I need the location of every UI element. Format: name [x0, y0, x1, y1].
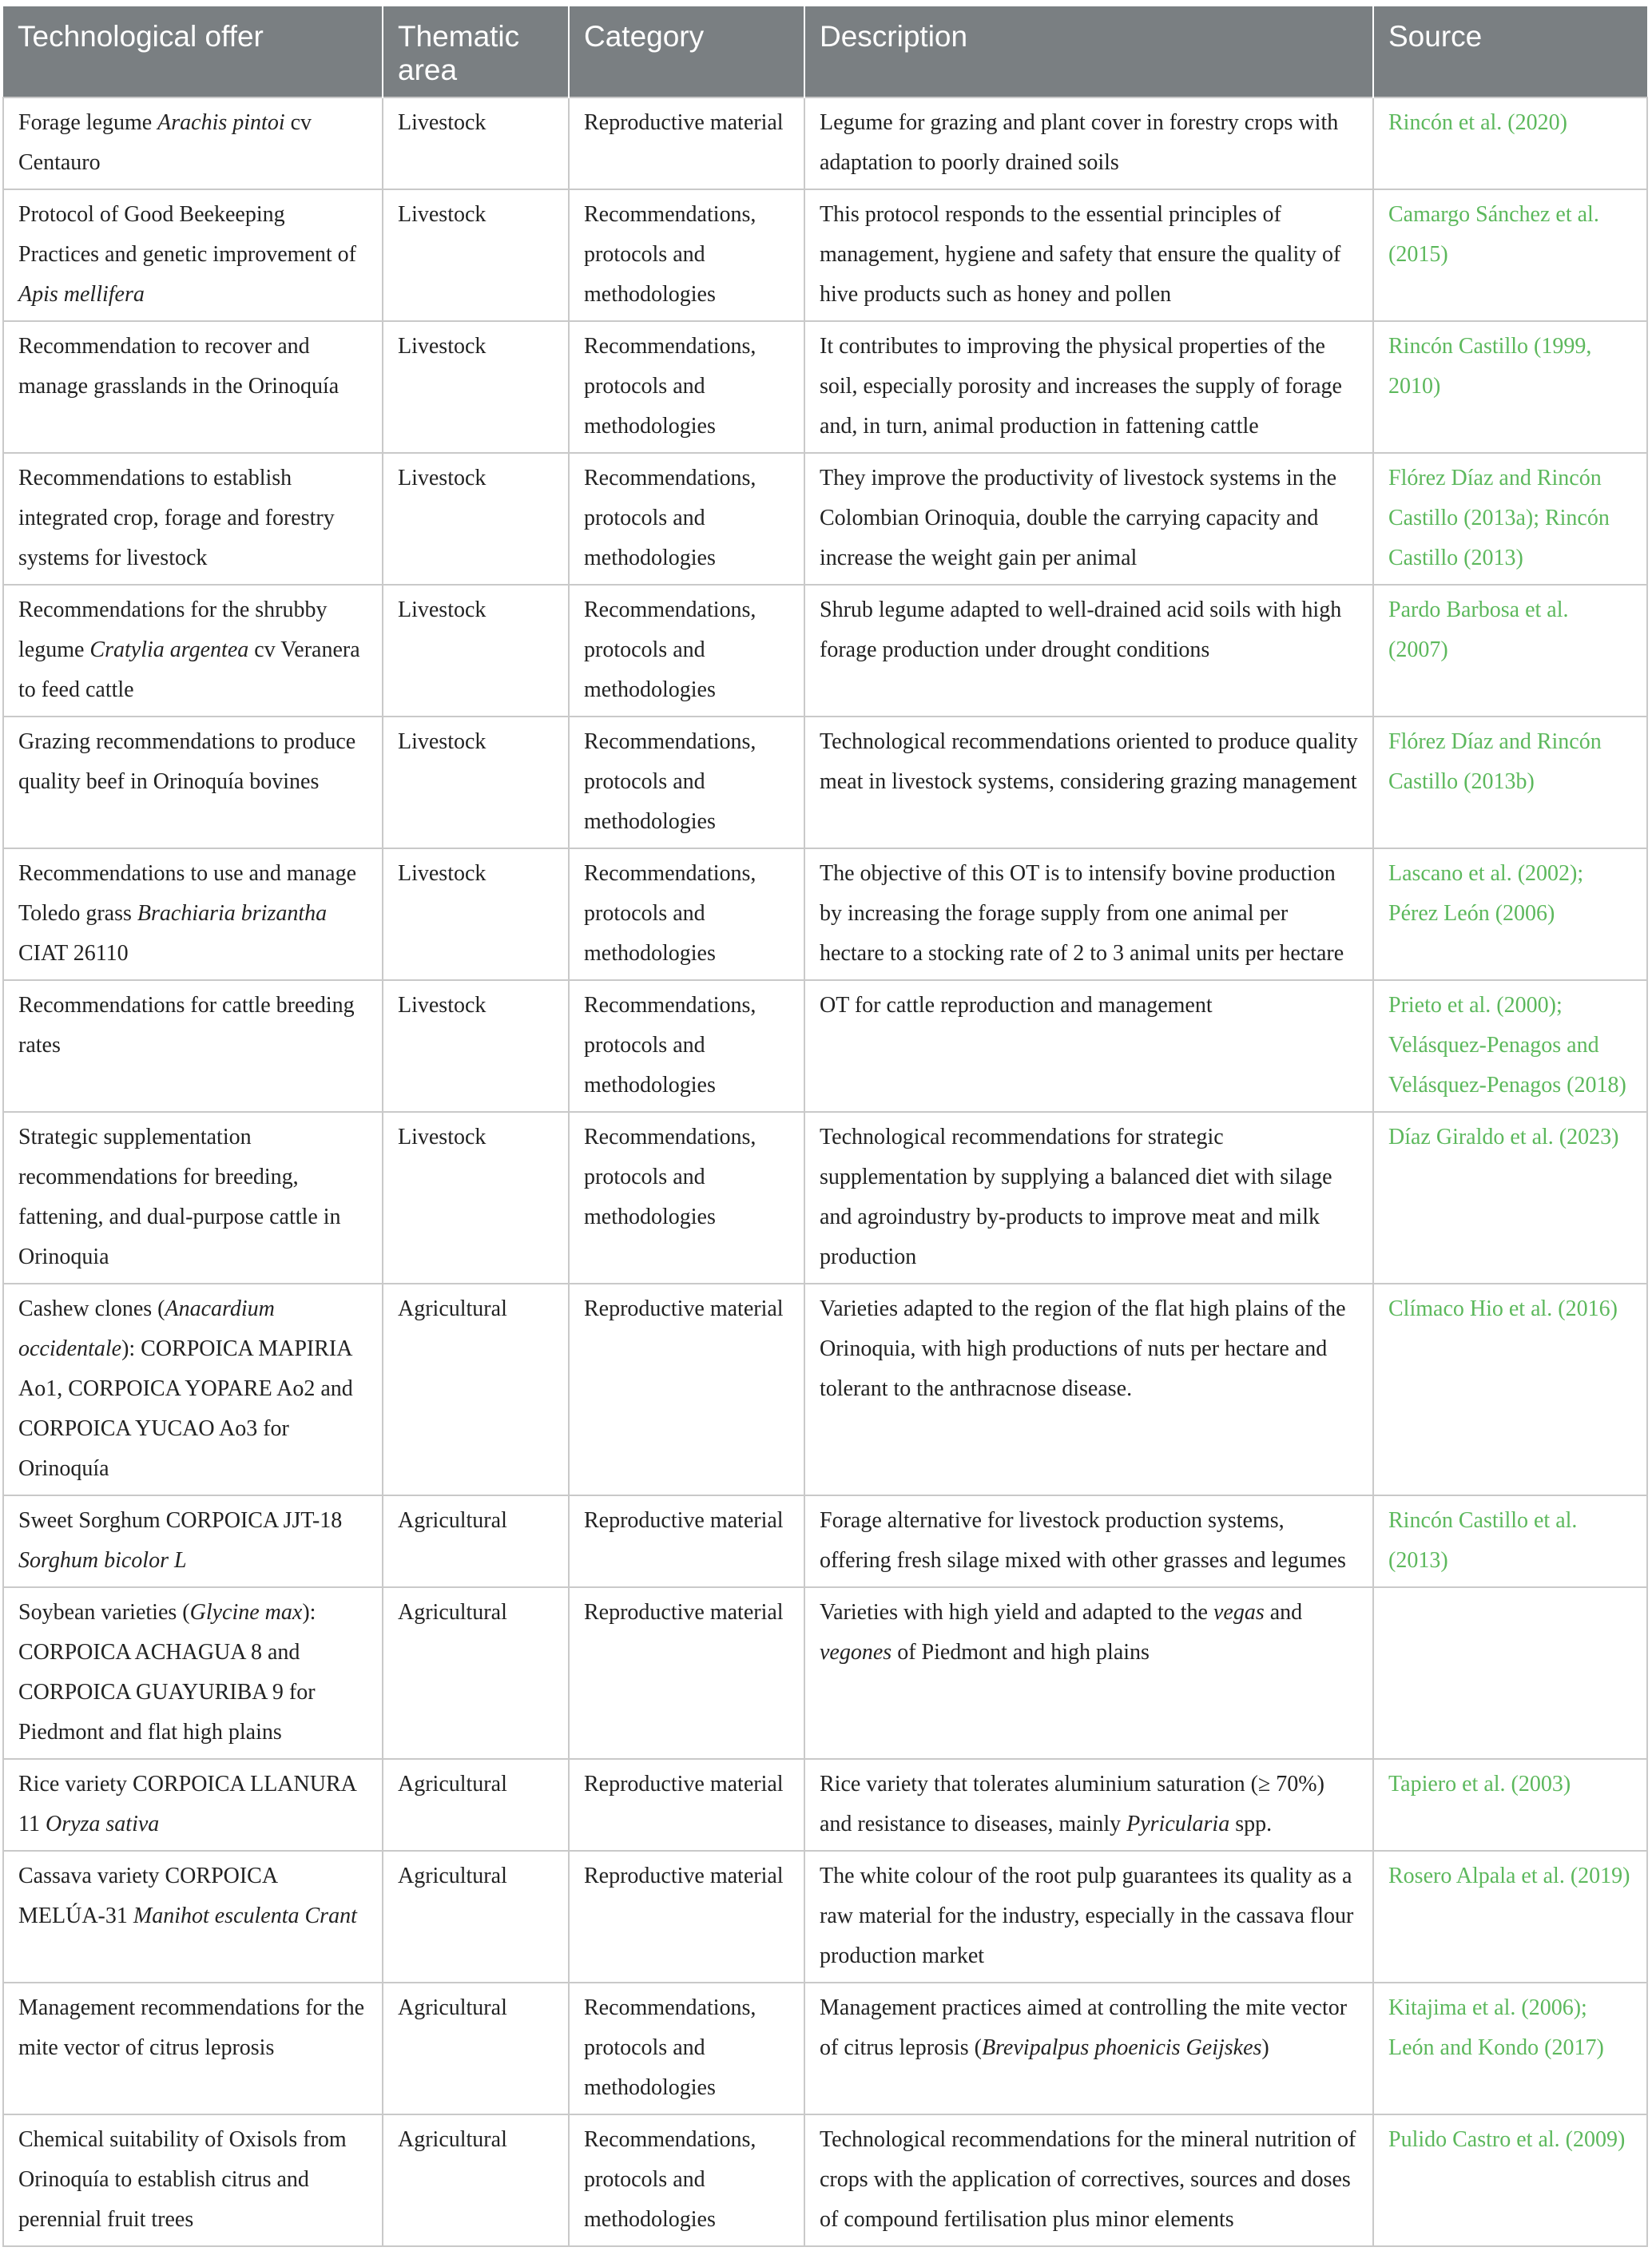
italic-text: Pyricularia — [1126, 1812, 1230, 1836]
header-technological-offer: Technological offer — [3, 6, 383, 97]
cell-category: Reproductive material — [569, 1495, 804, 1587]
table-row — [3, 453, 1647, 585]
cell-technological-offer: Recommendations for cattle breeding rates — [3, 980, 383, 1112]
cell-thematic-area: Livestock — [383, 717, 569, 848]
table-row — [3, 980, 1647, 1112]
cell-technological-offer: Recommendations to use and manage Toledo grass Brachiaria brizantha CIAT 26110 — [3, 848, 383, 980]
cell-category: Reproductive material — [569, 1587, 804, 1759]
cell-description: Varieties adapted to the region of the flat high plains of the Orinoquia, with high productions of nuts per hectare and tolerant to the anthracnose disease. — [804, 1284, 1373, 1495]
cell-technological-offer: Cassava variety CORPOICA MELÚA-31 Manihot esculenta Crant — [3, 1851, 383, 1983]
cell-description: It contributes to improving the physical properties of the soil, especially porosity and increases the supply of forage and, in turn, animal production in fattening cattle — [804, 321, 1373, 453]
cell-category: Reproductive material — [569, 1759, 804, 1851]
italic-text: Glycine max — [189, 1600, 303, 1625]
cell-description: OT for cattle reproduction and management — [804, 980, 1373, 1112]
cell-category: Recommendations, protocols and methodologies — [569, 189, 804, 321]
cell-technological-offer: Grazing recommendations to produce quality beef in Orinoquía bovines — [3, 717, 383, 848]
cell-thematic-area: Livestock — [383, 453, 569, 585]
cell-thematic-area: Livestock — [383, 1112, 569, 1284]
cell-thematic-area: Agricultural — [383, 1759, 569, 1851]
table-row — [3, 1112, 1647, 1284]
header-source: Source — [1373, 6, 1647, 97]
cell-category: Recommendations, protocols and methodologies — [569, 2114, 804, 2246]
italic-text: vegones — [820, 1640, 892, 1665]
cell-technological-offer: Rice variety CORPOICA LLANURA 11 Oryza sativa — [3, 1759, 383, 1851]
table-row — [3, 97, 1647, 189]
table-body — [3, 97, 1647, 2246]
table-row — [3, 1495, 1647, 1587]
italic-text: Anacardium occidentale — [18, 1296, 275, 1361]
table-row — [3, 1587, 1647, 1759]
cell-category: Recommendations, protocols and methodologies — [569, 980, 804, 1112]
table-row — [3, 585, 1647, 717]
cell-source-link[interactable]: Tapiero et al. (2003) — [1373, 1759, 1647, 1851]
cell-source-link[interactable]: Lascano et al. (2002); Pérez León (2006) — [1373, 848, 1647, 980]
cell-description: Technological recommendations for the mineral nutrition of crops with the application of correctives, sources and doses of compound fertilisation plus minor elements — [804, 2114, 1373, 2246]
cell-source-link[interactable]: Pulido Castro et al. (2009) — [1373, 2114, 1647, 2246]
cell-category: Recommendations, protocols and methodologies — [569, 717, 804, 848]
table-row — [3, 1851, 1647, 1983]
table-row — [3, 321, 1647, 453]
cell-technological-offer: Recommendation to recover and manage grasslands in the Orinoquía — [3, 321, 383, 453]
table-row — [3, 1284, 1647, 1495]
table-row — [3, 717, 1647, 848]
cell-thematic-area: Agricultural — [383, 1851, 569, 1983]
cell-thematic-area: Livestock — [383, 585, 569, 717]
cell-source-link[interactable]: Camargo Sánchez et al. (2015) — [1373, 189, 1647, 321]
italic-text: Brachiaria brizantha — [137, 901, 328, 926]
italic-text: Manihot esculenta Crant — [133, 1904, 357, 1928]
cell-description: They improve the productivity of livestock systems in the Colombian Orinoquia, double the carrying capacity and increase the weight gain per animal — [804, 453, 1373, 585]
cell-technological-offer: Management recommendations for the mite vector of citrus leprosis — [3, 1983, 383, 2114]
cell-source-link[interactable]: Flórez Díaz and Rincón Castillo (2013b) — [1373, 717, 1647, 848]
cell-description: Forage alternative for livestock production systems, offering fresh silage mixed with other grasses and legumes — [804, 1495, 1373, 1587]
cell-description: This protocol responds to the essential principles of management, hygiene and safety that ensure the quality of hive products such as honey and pollen — [804, 189, 1373, 321]
italic-text: Brevipalpus phoenicis Geijskes — [981, 2035, 1262, 2060]
cell-thematic-area: Livestock — [383, 189, 569, 321]
italic-text: Cratylia argentea — [89, 637, 249, 662]
table-row — [3, 189, 1647, 321]
cell-category: Reproductive material — [569, 97, 804, 189]
header-thematic-area: Thematic area — [383, 6, 569, 97]
cell-source-link[interactable]: Kitajima et al. (2006); León and Kondo (2017) — [1373, 1983, 1647, 2114]
cell-source-link[interactable]: Díaz Giraldo et al. (2023) — [1373, 1112, 1647, 1284]
cell-source-link[interactable] — [1373, 1587, 1647, 1759]
cell-thematic-area: Livestock — [383, 321, 569, 453]
table-row — [3, 1759, 1647, 1851]
table-row — [3, 1983, 1647, 2114]
cell-source-link[interactable]: Rincón Castillo et al. (2013) — [1373, 1495, 1647, 1587]
cell-source-link[interactable]: Rincón et al. (2020) — [1373, 97, 1647, 189]
cell-technological-offer: Recommendations for the shrubby legume Cratylia argentea cv Veranera to feed cattle — [3, 585, 383, 717]
cell-category: Recommendations, protocols and methodologies — [569, 848, 804, 980]
technological-offers-table — [2, 6, 1648, 2247]
cell-technological-offer: Sweet Sorghum CORPOICA JJT-18 Sorghum bicolor L — [3, 1495, 383, 1587]
cell-technological-offer: Chemical suitability of Oxisols from Orinoquía to establish citrus and perennial fruit trees — [3, 2114, 383, 2246]
italic-text: Arachis pintoi — [157, 110, 285, 135]
cell-technological-offer: Forage legume Arachis pintoi cv Centauro — [3, 97, 383, 189]
cell-source-link[interactable]: Rincón Castillo (1999, 2010) — [1373, 321, 1647, 453]
cell-thematic-area: Livestock — [383, 848, 569, 980]
cell-category: Recommendations, protocols and methodologies — [569, 321, 804, 453]
cell-technological-offer: Soybean varieties (Glycine max): CORPOICA ACHAGUA 8 and CORPOICA GUAYURIBA 9 for Piedmont and flat high plains — [3, 1587, 383, 1759]
cell-thematic-area: Agricultural — [383, 1495, 569, 1587]
cell-thematic-area: Agricultural — [383, 1284, 569, 1495]
cell-thematic-area: Agricultural — [383, 2114, 569, 2246]
header-description: Description — [804, 6, 1373, 97]
cell-category: Recommendations, protocols and methodologies — [569, 1112, 804, 1284]
cell-description: Varieties with high yield and adapted to the vegas and vegones of Piedmont and high plains — [804, 1587, 1373, 1759]
cell-description: Technological recommendations for strategic supplementation by supplying a balanced diet with silage and agroindustry by-products to improve meat and milk production — [804, 1112, 1373, 1284]
italic-text: Apis mellifera — [18, 282, 145, 307]
cell-technological-offer: Protocol of Good Beekeeping Practices and genetic improvement of Apis mellifera — [3, 189, 383, 321]
cell-category: Recommendations, protocols and methodologies — [569, 1983, 804, 2114]
cell-thematic-area: Agricultural — [383, 1587, 569, 1759]
cell-source-link[interactable]: Flórez Díaz and Rincón Castillo (2013a); Rincón Castillo (2013) — [1373, 453, 1647, 585]
cell-thematic-area: Livestock — [383, 97, 569, 189]
italic-text: vegas — [1213, 1600, 1265, 1625]
cell-thematic-area: Agricultural — [383, 1983, 569, 2114]
cell-technological-offer: Cashew clones (Anacardium occidentale): CORPOICA MAPIRIA Ao1, CORPOICA YOPARE Ao2 and CORPOICA YUCAO Ao3 for Orinoquía — [3, 1284, 383, 1495]
cell-description: Technological recommendations oriented to produce quality meat in livestock systems, considering grazing management — [804, 717, 1373, 848]
cell-technological-offer: Recommendations to establish integrated crop, forage and forestry systems for livestock — [3, 453, 383, 585]
cell-category: Reproductive material — [569, 1851, 804, 1983]
header-category: Category — [569, 6, 804, 97]
cell-description: Management practices aimed at controlling the mite vector of citrus leprosis (Brevipalpus phoenicis Geijskes) — [804, 1983, 1373, 2114]
italic-text: Sorghum bicolor L — [18, 1548, 187, 1573]
cell-source-link[interactable]: Clímaco Hio et al. (2016) — [1373, 1284, 1647, 1495]
italic-text: Oryza sativa — [45, 1812, 160, 1836]
cell-description: Shrub legume adapted to well-drained acid soils with high forage production under drought conditions — [804, 585, 1373, 717]
cell-source-link[interactable]: Pardo Barbosa et al. (2007) — [1373, 585, 1647, 717]
cell-thematic-area: Livestock — [383, 980, 569, 1112]
cell-description: The objective of this OT is to intensify bovine production by increasing the forage supply from one animal per hectare to a stocking rate of 2 to 3 animal units per hectare — [804, 848, 1373, 980]
cell-technological-offer: Strategic supplementation recommendations for breeding, fattening, and dual-purpose cattle in Orinoquia — [3, 1112, 383, 1284]
header-row — [3, 6, 1647, 97]
cell-description: Legume for grazing and plant cover in forestry crops with adaptation to poorly drained soils — [804, 97, 1373, 189]
cell-description: The white colour of the root pulp guarantees its quality as a raw material for the industry, especially in the cassava flour production market — [804, 1851, 1373, 1983]
cell-source-link[interactable]: Prieto et al. (2000); Velásquez-Penagos and Velásquez-Penagos (2018) — [1373, 980, 1647, 1112]
cell-category: Recommendations, protocols and methodologies — [569, 585, 804, 717]
table-header — [3, 6, 1647, 97]
cell-category: Reproductive material — [569, 1284, 804, 1495]
table-row — [3, 2114, 1647, 2246]
cell-category: Recommendations, protocols and methodologies — [569, 453, 804, 585]
cell-description: Rice variety that tolerates aluminium saturation (≥ 70%) and resistance to diseases, mainly Pyricularia spp. — [804, 1759, 1373, 1851]
table-row — [3, 848, 1647, 980]
cell-source-link[interactable]: Rosero Alpala et al. (2019) — [1373, 1851, 1647, 1983]
